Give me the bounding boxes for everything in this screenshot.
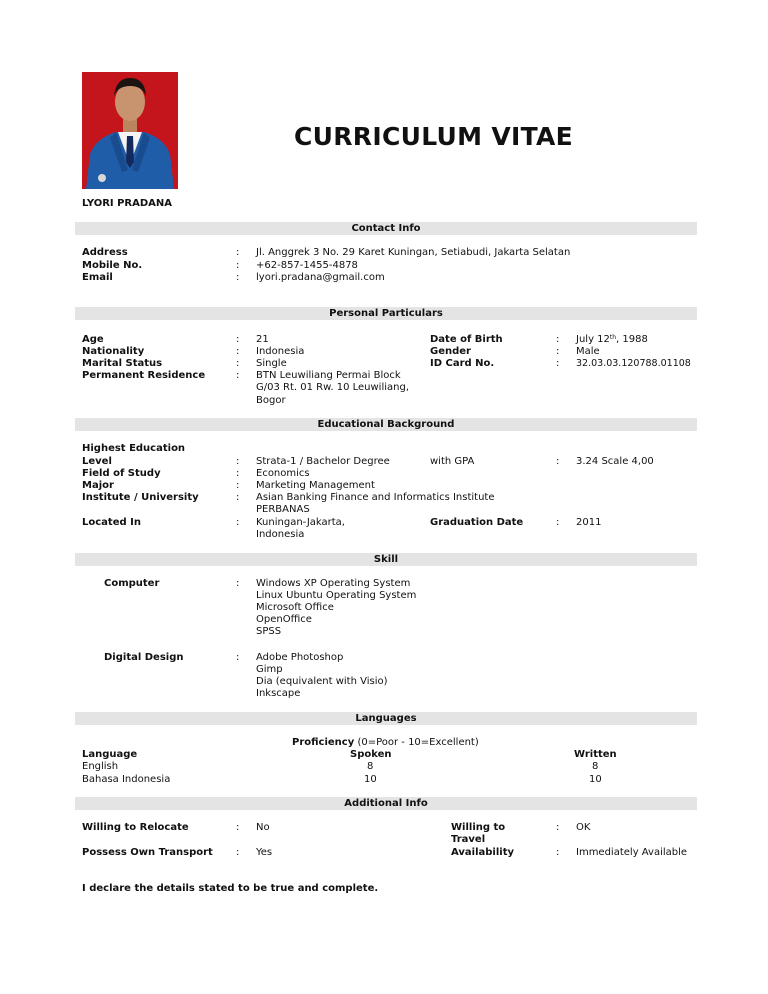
page-title: CURRICULUM VITAE <box>294 122 574 151</box>
level-value: Strata-1 / Bachelor Degree <box>256 456 390 467</box>
language-name: Bahasa Indonesia <box>82 774 171 785</box>
graduation-value: 2011 <box>576 517 602 528</box>
residence-label: Permanent Residence <box>82 370 206 381</box>
travel-label-line-2: Travel <box>451 834 486 845</box>
section-header-personal: Personal Particulars <box>75 307 697 320</box>
section-header-skill: Skill <box>75 553 697 566</box>
institute-label: Institute / University <box>82 492 199 503</box>
colon: : <box>556 456 560 467</box>
dob-prefix: July 12 <box>576 334 610 345</box>
marital-value: Single <box>256 358 287 369</box>
major-value: Marketing Management <box>256 480 375 491</box>
spoken-column-header: Spoken <box>350 749 392 760</box>
design-skill-item: Adobe Photoshop <box>256 652 344 663</box>
computer-skill-item: Linux Ubuntu Operating System <box>256 590 417 601</box>
declaration-statement: I declare the details stated to be true and complete. <box>82 883 379 894</box>
colon: : <box>236 480 240 491</box>
digital-design-label: Digital Design <box>104 652 184 663</box>
major-label: Major <box>82 480 114 491</box>
colon: : <box>236 578 240 589</box>
located-label: Located In <box>82 517 141 528</box>
dob-suffix-sup: th <box>609 334 617 341</box>
dob-value <box>576 334 648 346</box>
colon: : <box>236 492 240 503</box>
age-label: Age <box>82 334 104 345</box>
availability-value: Immediately Available <box>576 847 688 858</box>
dob-label: Date of Birth <box>430 334 503 345</box>
computer-skill-item: Windows XP Operating System <box>256 578 411 589</box>
transport-value: Yes <box>256 847 273 858</box>
colon: : <box>556 517 560 528</box>
colon: : <box>236 517 240 528</box>
computer-skill-item: SPSS <box>256 626 282 637</box>
colon: : <box>236 822 240 833</box>
gpa-label: with GPA <box>430 456 475 467</box>
colon: : <box>556 346 560 357</box>
mobile-label: Mobile No. <box>82 260 143 271</box>
colon: : <box>236 260 240 271</box>
candidate-name: LYORI PRADANA <box>82 198 173 209</box>
gender-label: Gender <box>430 346 471 357</box>
colon: : <box>556 358 560 369</box>
person-photo-icon <box>82 72 178 189</box>
located-line-1: Kuningan-Jakarta, <box>256 517 345 528</box>
mobile-value: +62-857-1455-4878 <box>256 260 358 271</box>
level-label: Level <box>82 456 112 467</box>
gender-value: Male <box>576 346 600 357</box>
idcard-label: ID Card No. <box>430 358 495 369</box>
proficiency-scale: (0=Poor - 10=Excellent) <box>357 737 479 748</box>
dob-year: , 1988 <box>616 334 648 345</box>
colon: : <box>236 358 240 369</box>
section-header-additional: Additional Info <box>75 797 697 810</box>
spoken-score: 10 <box>364 774 377 785</box>
residence-line-2: G/03 Rt. 01 Rw. 10 Leuwiliang, <box>256 382 410 393</box>
relocate-label: Willing to Relocate <box>82 822 189 833</box>
computer-skill-item: OpenOffice <box>256 614 312 625</box>
idcard-value: 32.03.03.120788.01108 <box>576 358 691 369</box>
availability-label: Availability <box>451 847 514 858</box>
institute-line-1: Asian Banking Finance and Informatics Institute <box>256 492 495 503</box>
institute-line-2: PERBANAS <box>256 504 310 515</box>
marital-label: Marital Status <box>82 358 163 369</box>
computer-skill-item: Microsoft Office <box>256 602 334 613</box>
section-header-education: Educational Background <box>75 418 697 431</box>
email-value: lyori.pradana@gmail.com <box>256 272 385 283</box>
colon: : <box>236 456 240 467</box>
language-name: English <box>82 761 119 772</box>
colon: : <box>236 370 240 381</box>
residence-line-1: BTN Leuwiliang Permai Block <box>256 370 401 381</box>
relocate-value: No <box>256 822 270 833</box>
colon: : <box>556 334 560 345</box>
proficiency-caption <box>292 737 479 749</box>
highest-education-label: Highest Education <box>82 443 186 454</box>
transport-label: Possess Own Transport <box>82 847 213 858</box>
colon: : <box>236 346 240 357</box>
design-skill-item: Dia (equivalent with Visio) <box>256 676 388 687</box>
nationality-label: Nationality <box>82 346 145 357</box>
travel-value: OK <box>576 822 591 833</box>
profile-photo <box>82 72 178 189</box>
written-score: 8 <box>592 761 599 772</box>
design-skill-item: Inkscape <box>256 688 301 699</box>
gpa-value: 3.24 Scale 4,00 <box>576 456 654 467</box>
residence-line-3: Bogor <box>256 395 286 406</box>
computer-label: Computer <box>104 578 160 589</box>
colon: : <box>236 652 240 663</box>
address-label: Address <box>82 247 128 258</box>
colon: : <box>236 847 240 858</box>
colon: : <box>236 468 240 479</box>
proficiency-label: Proficiency <box>292 737 355 748</box>
colon: : <box>556 847 560 858</box>
age-value: 21 <box>256 334 269 345</box>
located-line-2: Indonesia <box>256 529 305 540</box>
colon: : <box>236 247 240 258</box>
written-column-header: Written <box>574 749 617 760</box>
section-header-contact: Contact Info <box>75 222 697 235</box>
design-skill-item: Gimp <box>256 664 283 675</box>
colon: : <box>556 822 560 833</box>
email-label: Email <box>82 272 113 283</box>
spoken-score: 8 <box>367 761 374 772</box>
colon: : <box>236 334 240 345</box>
section-header-languages: Languages <box>75 712 697 725</box>
colon: : <box>236 272 240 283</box>
nationality-value: Indonesia <box>256 346 305 357</box>
field-value: Economics <box>256 468 310 479</box>
graduation-label: Graduation Date <box>430 517 524 528</box>
written-score: 10 <box>589 774 602 785</box>
address-value: Jl. Anggrek 3 No. 29 Karet Kuningan, Setiabudi, Jakarta Selatan <box>256 247 571 258</box>
field-label: Field of Study <box>82 468 161 479</box>
travel-label-line-1: Willing to <box>451 822 506 833</box>
language-column-header: Language <box>82 749 138 760</box>
